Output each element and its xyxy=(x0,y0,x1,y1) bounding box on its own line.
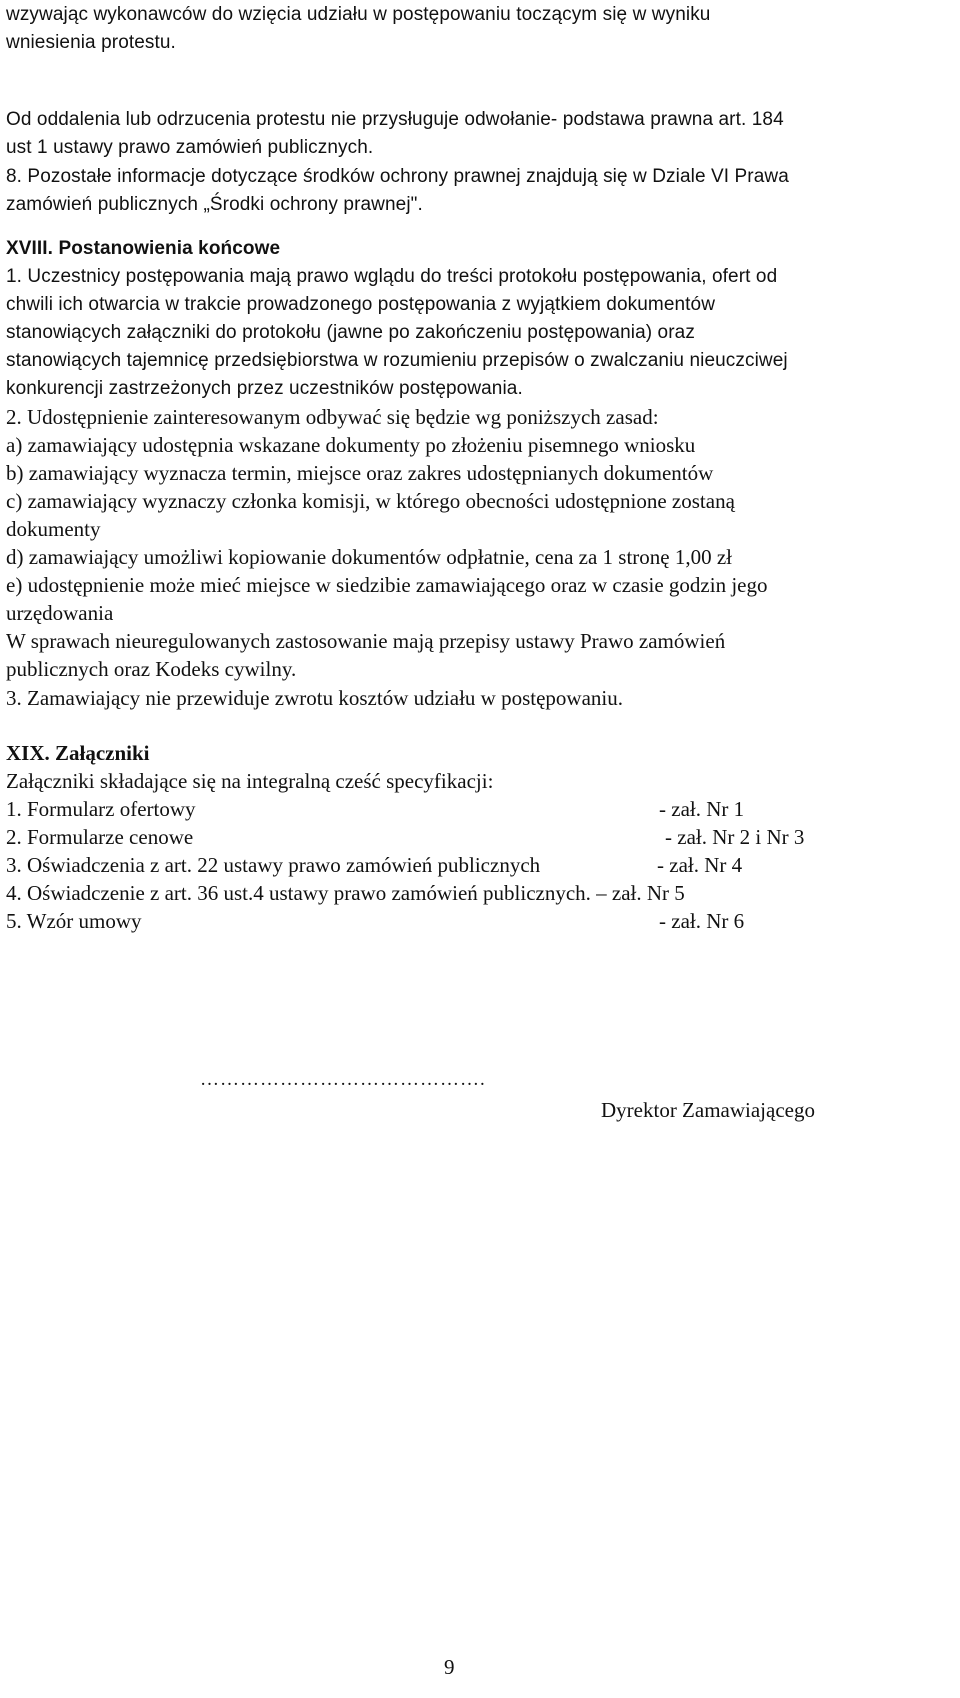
section-18-p2-line: d) zamawiający umożliwi kopiowanie dokumentów odpłatnie, cena za 1 stronę 1,00 zł xyxy=(6,545,733,569)
intro-line-1: wzywając wykonawców do wzięcia udziału w postępowaniu toczącym się w wyniku xyxy=(6,4,711,25)
signature-label: Dyrektor Zamawiającego xyxy=(601,1098,815,1122)
section-18-p1-line: 1. Uczestnicy postępowania mają prawo wglądu do treści protokołu postępowania, ofert od xyxy=(6,266,778,287)
appeal-line-1: Od oddalenia lub odrzucenia protestu nie przysługuje odwołanie- podstawa prawna art. 184 xyxy=(6,109,784,130)
section-18-p2-line: a) zamawiający udostępnia wskazane dokumenty po złożeniu pisemnego wniosku xyxy=(6,433,696,457)
section-18-p2-line: 2. Udostępnienie zainteresowanym odbywać się będzie wg poniższych zasad: xyxy=(6,405,659,429)
attachment-name: 2. Formularze cenowe xyxy=(6,825,194,849)
appeal-line-2: ust 1 ustawy prawo zamówień publicznych. xyxy=(6,137,374,158)
section-18-p2-line: e) udostępnienie może mieć miejsce w siedzibie zamawiającego oraz w czasie godzin jego xyxy=(6,573,768,597)
attachment-name: 1. Formularz ofertowy xyxy=(6,797,196,821)
page-number: 9 xyxy=(444,1655,455,1679)
section-18-p2-line: b) zamawiający wyznacza termin, miejsce oraz zakres udostępnianych dokumentów xyxy=(6,461,714,485)
intro-line-2: wniesienia protestu. xyxy=(6,32,176,53)
section-19-intro: Załączniki składające się na integralną cześć specyfikacji: xyxy=(6,769,494,793)
section-18-p2-line: c) zamawiający wyznaczy członka komisji, w którego obecności udostępnione zostaną xyxy=(6,489,735,513)
attachment-ref: - zał. Nr 4 xyxy=(657,853,743,877)
section-18-p1-line: stanowiących załączniki do protokołu (jawne po zakończeniu postępowania) oraz xyxy=(6,322,695,343)
section-18-p2-line: 3. Zamawiający nie przewiduje zwrotu kosztów udziału w postępowaniu. xyxy=(6,686,623,710)
attachment-ref: - zał. Nr 6 xyxy=(659,909,745,933)
section-18-p1-line: chwili ich otwarcia w trakcie prowadzonego postępowania z wyjątkiem dokumentów xyxy=(6,294,716,315)
section-18-p2-line: dokumenty xyxy=(6,517,101,541)
section-18-p1-line: stanowiących tajemnicę przedsiębiorstwa w rozumieniu przepisów o zwalczaniu nieuczciwej xyxy=(6,350,788,371)
attachment-name: 3. Oświadczenia z art. 22 ustawy prawo zamówień publicznych xyxy=(6,853,541,877)
section-18-p1-line: konkurencji zastrzeżonych przez uczestników postępowania. xyxy=(6,378,523,399)
section-18-p2-line: publicznych oraz Kodeks cywilny. xyxy=(6,657,297,681)
attachment-ref: - zał. Nr 1 xyxy=(659,797,745,821)
section-18-p2-line: W sprawach nieuregulowanych zastosowanie mają przepisy ustawy Prawo zamówień xyxy=(6,629,726,653)
section-18-p2-line: urzędowania xyxy=(6,601,114,625)
section-18-heading: XVIII. Postanowienia końcowe xyxy=(6,238,281,259)
attachment-name: 4. Oświadczenie z art. 36 ust.4 ustawy prawo zamówień publicznych. – zał. Nr 5 xyxy=(6,881,685,905)
attachment-ref: - zał. Nr 2 i Nr 3 xyxy=(665,825,805,849)
point-8-line-2: zamówień publicznych „Środki ochrony prawnej". xyxy=(6,194,423,215)
attachment-name: 5. Wzór umowy xyxy=(6,909,142,933)
signature-dots: ……………………………………. xyxy=(200,1069,486,1090)
section-19-heading: XIX. Załączniki xyxy=(6,741,150,765)
point-8-line-1: 8. Pozostałe informacje dotyczące środków ochrony prawnej znajdują się w Dziale VI Prawa xyxy=(6,166,789,187)
